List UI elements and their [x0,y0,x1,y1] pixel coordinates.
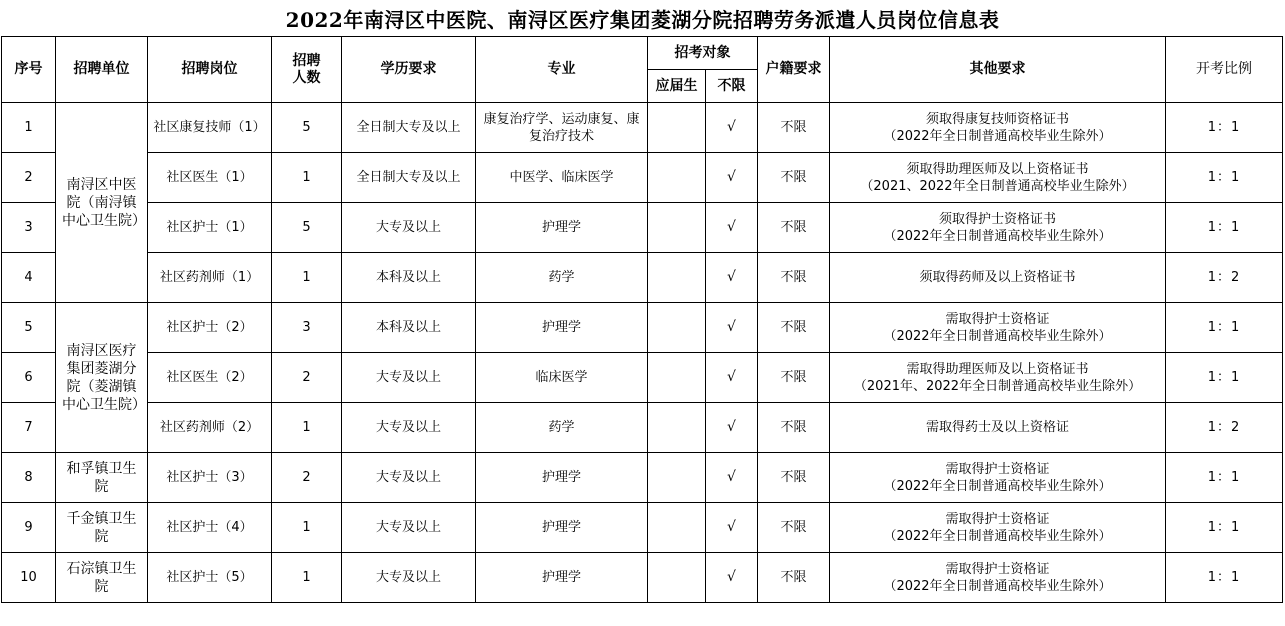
row-household: 不限 [758,403,830,453]
row-education: 大专及以上 [342,453,476,503]
row-unlimited-check: √ [706,103,758,153]
row-fresh [648,303,706,353]
row-other [830,353,1166,403]
row-count: 1 [272,253,342,303]
row-household: 不限 [758,203,830,253]
row-other [830,403,1166,453]
table-row [2,353,1283,403]
row-count: 3 [272,303,342,353]
row-household: 不限 [758,503,830,553]
job-info-table [1,36,1283,603]
row-major: 药学 [476,403,648,453]
row-count: 1 [272,503,342,553]
header-unit: 招聘单位 [56,37,148,103]
row-post: 社区药剂师（1） [148,253,272,303]
row-fresh [648,353,706,403]
row-count: 1 [272,403,342,453]
row-count: 2 [272,453,342,503]
header-ratio: 开考比例 [1166,37,1283,103]
row-unlimited-check: √ [706,153,758,203]
row-major: 中医学、临床医学 [476,153,648,203]
row-major: 护理学 [476,203,648,253]
row-other-line2: （2022年全日制普通高校毕业生除外） [883,528,1112,544]
unit-cell: 南浔区中医院（南浔镇中心卫生院） [56,103,148,303]
row-ratio: 1：1 [1166,103,1283,153]
unit-cell: 南浔区医疗集团菱湖分院（菱湖镇中心卫生院） [56,303,148,453]
row-education: 全日制大专及以上 [342,153,476,203]
row-education: 全日制大专及以上 [342,103,476,153]
row-other-line1: 须取得药师及以上资格证书 [919,270,1076,285]
row-index: 3 [2,203,56,253]
row-count: 2 [272,353,342,403]
row-post: 社区护士（1） [148,203,272,253]
row-index: 8 [2,453,56,503]
row-unlimited-check: √ [706,553,758,603]
row-ratio: 1：1 [1166,553,1283,603]
row-ratio: 1：2 [1166,403,1283,453]
row-fresh [648,203,706,253]
row-post: 社区护士（3） [148,453,272,503]
row-count: 1 [272,153,342,203]
row-other-line2: （2022年全日制普通高校毕业生除外） [883,478,1112,494]
row-household: 不限 [758,453,830,503]
table-row [2,103,1283,153]
row-other [830,153,1166,203]
row-index: 1 [2,103,56,153]
row-other-line1: 需取得助理医师及以上资格证书 [906,361,1089,377]
row-fresh [648,103,706,153]
row-post: 社区康复技师（1） [148,103,272,153]
row-major: 康复治疗学、运动康复、康复治疗技术 [476,103,648,153]
row-household: 不限 [758,303,830,353]
row-major: 护理学 [476,503,648,553]
row-other-line2: （2022年全日制普通高校毕业生除外） [883,578,1112,594]
table-row [2,303,1283,353]
row-other [830,203,1166,253]
row-index: 9 [2,503,56,553]
row-ratio: 1：2 [1166,253,1283,303]
row-other [830,103,1166,153]
row-other [830,453,1166,503]
row-other-line1: 需取得护士资格证 [945,461,1050,477]
row-index: 6 [2,353,56,403]
unit-cell: 石淙镇卫生院 [56,553,148,603]
row-fresh [648,253,706,303]
header-count: 招聘人数 [272,37,342,103]
row-post: 社区护士（2） [148,303,272,353]
row-fresh [648,503,706,553]
header-index: 序号 [2,37,56,103]
row-index: 10 [2,553,56,603]
row-other [830,503,1166,553]
table-row [2,453,1283,503]
header-post: 招聘岗位 [148,37,272,103]
row-unlimited-check: √ [706,453,758,503]
row-other-line2: （2021、2022年全日制普通高校毕业生除外） [860,178,1135,194]
row-post: 社区医生（1） [148,153,272,203]
row-post: 社区药剂师（2） [148,403,272,453]
row-fresh [648,453,706,503]
row-index: 7 [2,403,56,453]
row-education: 大专及以上 [342,503,476,553]
row-other-line1: 须取得助理医师及以上资格证书 [906,161,1089,177]
row-household: 不限 [758,353,830,403]
header-education: 学历要求 [342,37,476,103]
row-index: 4 [2,253,56,303]
row-other-line1: 须取得护士资格证书 [938,211,1056,227]
row-other-line2: （2021年、2022年全日制普通高校毕业生除外） [853,378,1142,394]
row-count: 5 [272,103,342,153]
header-unlimited: 不限 [706,70,758,103]
header-other: 其他要求 [830,37,1166,103]
row-other [830,303,1166,353]
row-household: 不限 [758,153,830,203]
table-row [2,253,1283,303]
row-other-line2: （2022年全日制普通高校毕业生除外） [883,228,1112,244]
row-household: 不限 [758,103,830,153]
row-ratio: 1：1 [1166,503,1283,553]
row-fresh [648,153,706,203]
row-count: 1 [272,553,342,603]
row-fresh [648,553,706,603]
unit-cell: 千金镇卫生院 [56,503,148,553]
row-index: 2 [2,153,56,203]
row-ratio: 1：1 [1166,353,1283,403]
header-target: 招考对象 [648,37,758,70]
row-index: 5 [2,303,56,353]
table-row [2,503,1283,553]
row-unlimited-check: √ [706,203,758,253]
row-other-line2: （2022年全日制普通高校毕业生除外） [883,328,1112,344]
row-major: 临床医学 [476,353,648,403]
row-other-line1: 需取得药士及以上资格证 [925,420,1069,435]
row-ratio: 1：1 [1166,153,1283,203]
row-other-line1: 需取得护士资格证 [945,561,1050,577]
row-post: 社区医生（2） [148,353,272,403]
row-household: 不限 [758,553,830,603]
row-count: 5 [272,203,342,253]
row-major: 药学 [476,253,648,303]
row-other-line1: 需取得护士资格证 [945,311,1050,327]
table-row [2,203,1283,253]
row-education: 大专及以上 [342,203,476,253]
row-unlimited-check: √ [706,403,758,453]
row-post: 社区护士（5） [148,553,272,603]
unit-cell: 和孚镇卫生院 [56,453,148,503]
row-major: 护理学 [476,453,648,503]
row-education: 大专及以上 [342,403,476,453]
row-major: 护理学 [476,303,648,353]
row-ratio: 1：1 [1166,303,1283,353]
table-row [2,153,1283,203]
row-education: 大专及以上 [342,553,476,603]
header-household: 户籍要求 [758,37,830,103]
row-ratio: 1：1 [1166,453,1283,503]
row-education: 本科及以上 [342,253,476,303]
header-fresh-grad: 应届生 [648,70,706,103]
row-fresh [648,403,706,453]
row-post: 社区护士（4） [148,503,272,553]
row-other-line1: 须取得康复技师资格证书 [925,111,1069,127]
document-title: 2022年南浔区中医院、南浔区医疗集团菱湖分院招聘劳务派遣人员岗位信息表 [285,7,1000,32]
table-row [2,553,1283,603]
table-row [2,403,1283,453]
row-unlimited-check: √ [706,353,758,403]
row-education: 大专及以上 [342,353,476,403]
row-ratio: 1：1 [1166,203,1283,253]
row-education: 本科及以上 [342,303,476,353]
row-other [830,253,1166,303]
row-other-line2: （2022年全日制普通高校毕业生除外） [883,128,1112,144]
header-major: 专业 [476,37,648,103]
row-other [830,553,1166,603]
row-unlimited-check: √ [706,303,758,353]
row-other-line1: 需取得护士资格证 [945,511,1050,527]
row-major: 护理学 [476,553,648,603]
row-household: 不限 [758,253,830,303]
row-unlimited-check: √ [706,503,758,553]
row-unlimited-check: √ [706,253,758,303]
